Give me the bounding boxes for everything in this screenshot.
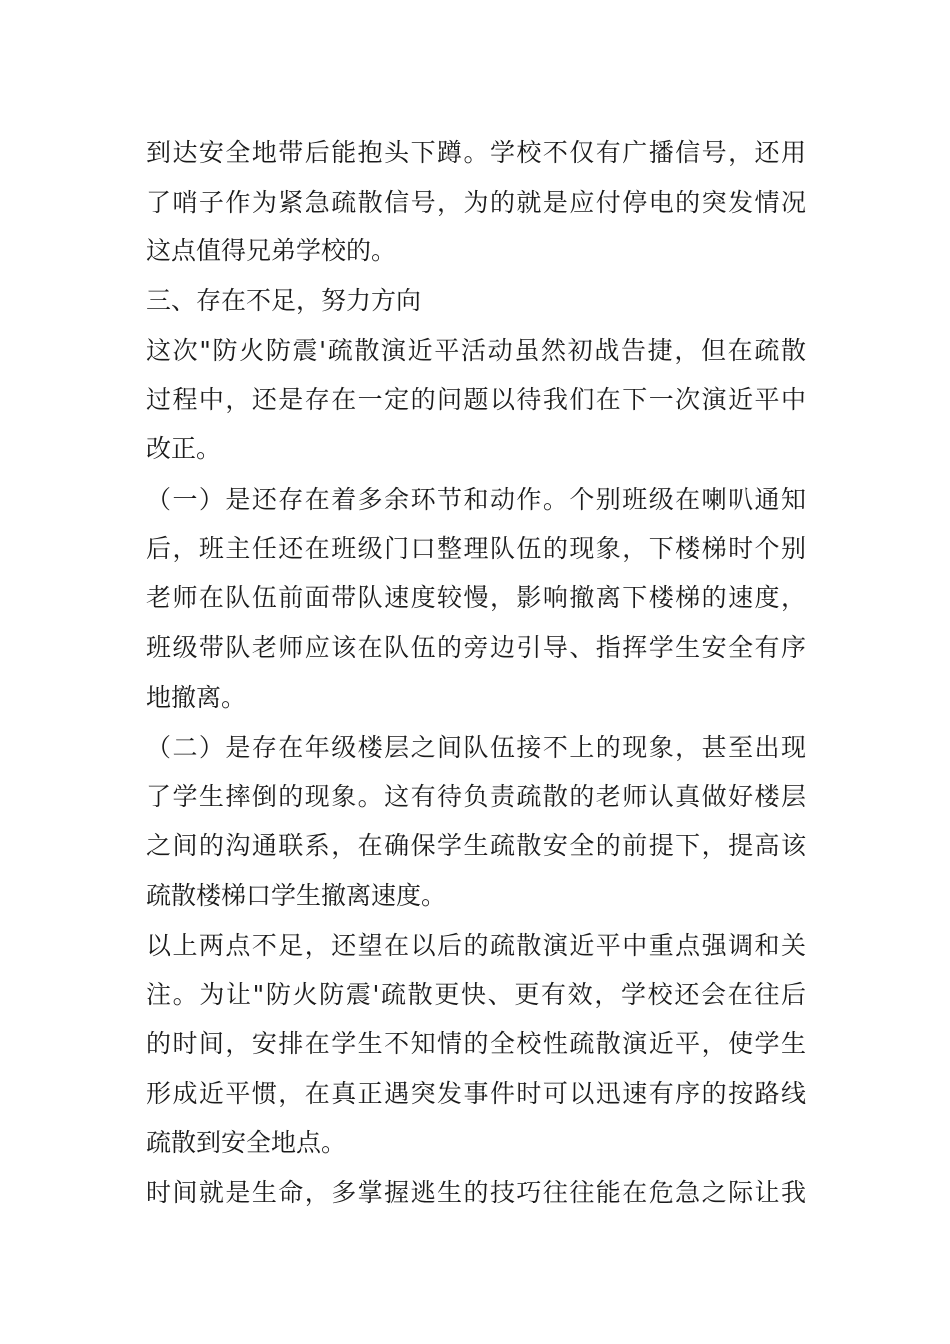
text-line: 老师在队伍前面带队速度较慢，影响撤离下楼梯的速度， — [146, 583, 806, 612]
section-heading: 三、存在不足，努力方向 — [146, 286, 422, 315]
text-line: 这次"防火防震'疏散演近平活动虽然初战告捷，但在疏散 — [146, 336, 806, 365]
text-line: 注。为让"防火防震'疏散更快、更有效，学校还会在往后 — [146, 980, 806, 1009]
text-line: 这点值得兄弟学校的。 — [146, 236, 397, 265]
text-line: 班级带队老师应该在队伍的旁边引导、指挥学生安全有序 — [146, 633, 806, 662]
text-line: 形成近平惯，在真正遇突发事件时可以迅速有序的按路线 — [146, 1079, 806, 1108]
text-line: 地撤离。 — [146, 683, 247, 712]
text-line: 到达安全地带后能抱头下蹲。学校不仅有广播信号，还用 — [146, 138, 806, 167]
text-line: （二）是存在年级楼层之间队伍接不上的现象，甚至出现 — [146, 733, 806, 762]
text-line: （一）是还存在着多余环节和动作。个别班级在喇叭通知 — [146, 485, 806, 514]
text-line: 疏散楼梯口学生撤离速度。 — [146, 881, 447, 910]
text-line: 了哨子作为紧急疏散信号，为的就是应付停电的突发情况 — [146, 188, 806, 217]
text-line: 时间就是生命，多掌握逃生的技巧往往能在危急之际让我 — [146, 1178, 806, 1207]
text-line: 的时间，安排在学生不知情的全校性疏散演近平，使学生 — [146, 1029, 806, 1058]
text-line: 改正。 — [146, 434, 222, 463]
text-line: 之间的沟通联系，在确保学生疏散安全的前提下，提高该 — [146, 831, 806, 860]
text-line: 后，班主任还在班级门口整理队伍的现象，下楼梯时个别 — [146, 534, 806, 563]
text-line: 疏散到安全地点。 — [146, 1128, 347, 1157]
text-line: 了学生摔倒的现象。这有待负责疏散的老师认真做好楼层 — [146, 782, 806, 811]
text-line: 过程中，还是存在一定的问题以待我们在下一次演近平中 — [146, 385, 806, 414]
text-line: 以上两点不足，还望在以后的疏散演近平中重点强调和关 — [146, 931, 806, 960]
